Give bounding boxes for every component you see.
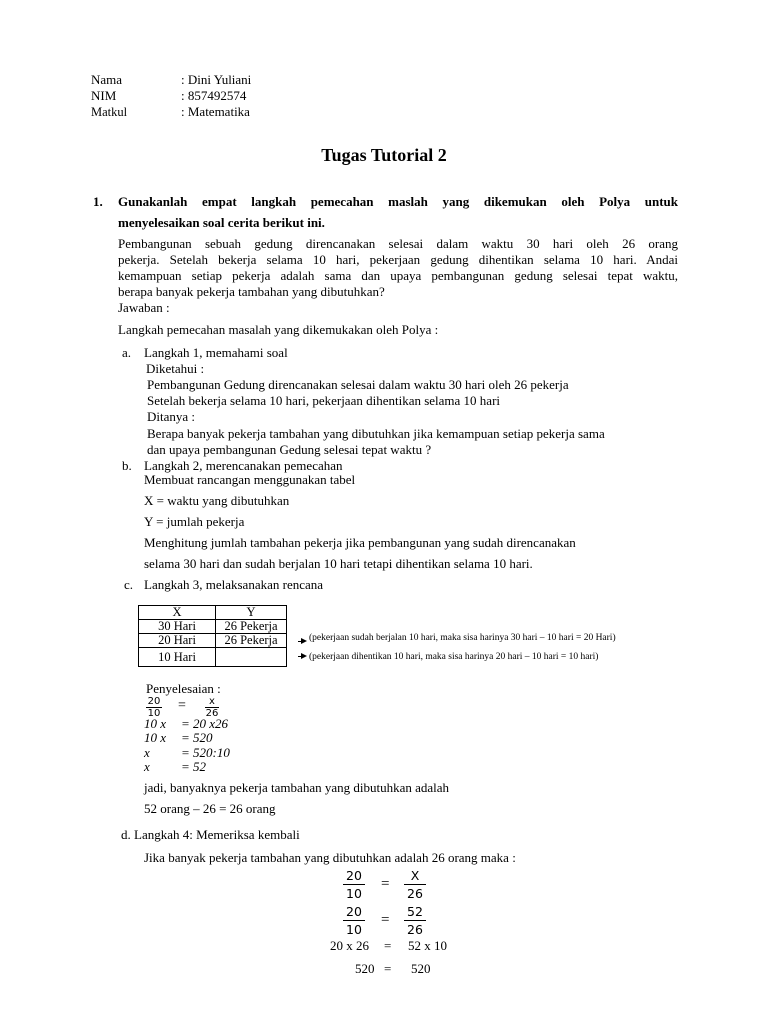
fraction-denominator: 26 [407, 886, 423, 901]
fraction-numerator: X [404, 867, 426, 885]
check-line-4-lhs: 520 [355, 961, 375, 976]
check-fraction-2-left [343, 903, 365, 938]
x-definition: X = waktu yang dibutuhkan [144, 493, 290, 508]
fraction-denominator: 10 [147, 708, 161, 719]
table-cell: 26 Pekerja [216, 620, 287, 634]
equation-rhs: = 20 x26 [181, 716, 229, 731]
asked-line-2: dan upaya pembangunan Gedung selesai tepat waktu ? [147, 442, 432, 457]
table-note-2: (pekerjaan dihentikan 10 hari, maka sisa harinya 20 hari – 10 hari = 10 hari) [309, 652, 599, 662]
table-cell: 20 Hari [139, 634, 216, 648]
conclusion-line-1: jadi, banyaknya pekerja tambahan yang dibutuhkan adalah [144, 780, 450, 795]
equation-lhs: x [144, 745, 150, 760]
matkul-label: Matkul [91, 105, 128, 119]
story-line-3: kemampuan setiap pekerja adalah sama dan upaya pembangunan gedung selesai tepat waktu, [118, 268, 678, 283]
known-line-2: Setelah bekerja selama 10 hari, pekerjaan dihentikan selama 10 hari [147, 393, 501, 408]
y-definition: Y = jumlah pekerja [144, 514, 245, 529]
calc-line-2: selama 30 hari dan sudah berjalan 10 hari tetapi dihentikan selama 10 hari. [144, 556, 533, 571]
fraction-numerator: 20 [343, 903, 365, 921]
table-cell: 30 Hari [139, 620, 216, 634]
step-b-marker: b. [122, 458, 132, 473]
matkul-value: : Matematika [181, 104, 250, 119]
step-d-intro: Jika banyak pekerja tambahan yang dibutuhkan adalah 26 orang maka : [144, 850, 516, 865]
nim-label: NIM [91, 88, 117, 103]
table-header-x: X [139, 606, 216, 620]
step-d-title: d. Langkah 4: Memeriksa kembali [121, 827, 300, 842]
question-number: 1. [93, 194, 103, 209]
time-worker-table [138, 605, 287, 667]
table-cell [216, 648, 287, 667]
step-a-title: Langkah 1, memahami soal [144, 345, 288, 360]
question-line-2: menyelesaikan soal cerita berikut ini. [118, 215, 325, 230]
table-plan-text: Membuat rancangan menggunakan tabel [144, 472, 356, 487]
story-line-1: Pembangunan sebuah gedung direncanakan selesai dalam waktu 30 hari oleh 26 orang [118, 236, 678, 251]
story-line-2: pekerja. Setelah bekerja selama 10 hari, pekerjaan gedung dihentikan selama 10 hari. Andai [118, 252, 678, 267]
fraction-numerator: x [205, 696, 219, 708]
fraction-denominator: 26 [205, 708, 219, 719]
fraction-denominator: 10 [346, 886, 362, 901]
check-equals-1: = [381, 876, 390, 892]
fraction-denominator: 10 [346, 922, 362, 937]
calc-line-1: Menghitung jumlah tambahan pekerja jika pembangunan yang sudah direncanakan [144, 535, 576, 550]
equation-rhs: = 520 [181, 730, 213, 745]
equation-lhs: x [144, 759, 150, 774]
nim-value: : 857492574 [181, 88, 247, 103]
step-c-title: Langkah 3, melaksanakan rencana [144, 577, 324, 592]
table-note-1: (pekerjaan sudah berjalan 10 hari, maka sisa harinya 30 hari – 10 hari = 20 Hari) [309, 633, 616, 643]
nama-value: : Dini Yuliani [181, 72, 252, 87]
table-header-y: Y [216, 606, 287, 620]
table-cell: 26 Pekerja [216, 634, 287, 648]
step-b-title: Langkah 2, merencanakan pemecahan [144, 458, 343, 473]
fraction-numerator: 20 [147, 696, 161, 707]
check-line-4-eq: = [384, 961, 392, 976]
check-fraction-2-right [404, 903, 426, 938]
check-fraction-1-right [404, 867, 426, 902]
equation-lhs: 10 x [144, 730, 167, 745]
penyelesaian-label: Penyelesaian : [146, 681, 221, 696]
diketahui-label: Diketahui : [146, 361, 205, 376]
polya-intro: Langkah pemecahan masalah yang dikemukakan oleh Polya : [118, 322, 439, 337]
ditanya-label: Ditanya : [147, 409, 196, 424]
fraction-numerator: 20 [343, 867, 365, 885]
equation-lhs: 10 x [144, 716, 167, 731]
table-row [139, 620, 287, 634]
step-a-marker: a. [122, 345, 132, 360]
check-equals-2: = [381, 912, 390, 928]
arrow-2-head-icon [301, 653, 307, 659]
known-line-1: Pembangunan Gedung direncanakan selesai dalam waktu 30 hari oleh 26 pekerja [147, 377, 569, 392]
check-line-3-eq: = [384, 938, 392, 953]
equation-rhs: = 52 [181, 759, 207, 774]
asked-line-1: Berapa banyak pekerja tambahan yang dibutuhkan jika kemampuan setiap pekerja sama [147, 426, 605, 441]
check-line-3-lhs: 20 x 26 [330, 938, 369, 953]
table-header-row [139, 606, 287, 620]
nama-label: Nama [91, 72, 123, 87]
jawaban-label: Jawaban : [118, 300, 170, 315]
question-line-1: Gunakanlah empat langkah pemecahan maslah yang dikemukan oleh Polya untuk [118, 194, 678, 209]
fraction-numerator: 52 [404, 903, 426, 921]
table-row [139, 634, 287, 648]
check-line-4-rhs: 520 [411, 961, 431, 976]
arrow-1-head-icon [301, 638, 307, 644]
story-line-4: berapa banyak pekerja tambahan yang dibutuhkan? [118, 284, 385, 299]
fraction-denominator: 26 [407, 922, 423, 937]
conclusion-line-2: 52 orang – 26 = 26 orang [144, 801, 276, 816]
check-fraction-1-left [343, 867, 365, 902]
equation-rhs: = 520:10 [181, 745, 230, 760]
table-row [139, 648, 287, 667]
check-line-3-rhs: 52 x 10 [408, 938, 447, 953]
table-cell: 10 Hari [139, 648, 216, 667]
page-title: Tugas Tutorial 2 [321, 145, 447, 165]
step-c-marker: c. [124, 577, 134, 592]
solution-equals: = [178, 698, 186, 713]
